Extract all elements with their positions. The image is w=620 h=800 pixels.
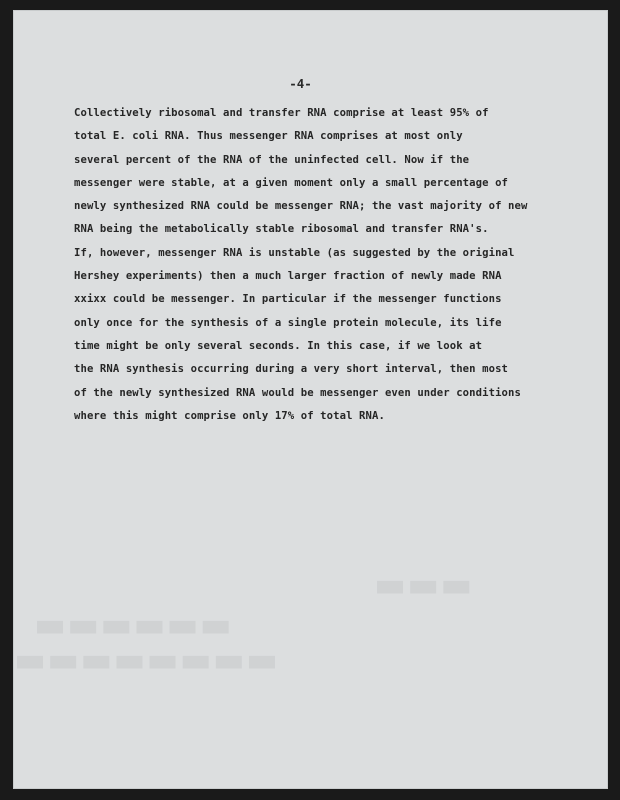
text-line: newly synthesized RNA could be messenger RNA; the vast majority of new [74,200,528,213]
text-line: where this might comprise only 17% of total RNA. [74,409,385,422]
text-line: total E. coli RNA. Thus messenger RNA comprises at most only [74,130,463,143]
text-line: time might be only several seconds. In this case, if we look at [74,339,483,352]
text-line: several percent of the RNA of the uninfected cell. Now if the [74,153,470,166]
bleed-through-shadow: ▬▬▬▬▬▬▬▬ [13,640,278,680]
text-line: the RNA synthesis occurring during a very short interval, then most [74,363,509,376]
text-line: messenger were stable, at a given moment only a small percentage of [74,176,509,189]
text-line: of the newly synthesized RNA would be messenger even under conditions [74,386,521,399]
text-line: If, however, messenger RNA is unstable (as suggested by the original [74,246,515,259]
bleed-through-shadow: ▬▬▬ [373,565,473,605]
body-paragraph [74,102,594,428]
text-line: only once for the synthesis of a single protein molecule, its life [74,316,502,329]
typed-page [13,10,608,789]
bleed-through-shadow: ▬▬▬▬▬▬ [33,605,232,645]
text-line: xxixx could be messenger. In particular if the messenger functions [74,293,502,306]
text-line: Collectively ribosomal and transfer RNA comprise at least 95% of [74,107,489,119]
page-number: -4- [289,76,312,91]
text-line: Hershey experiments) then a much larger fraction of newly made RNA [74,270,502,283]
text-line: RNA being the metabolically stable ribosomal and transfer RNA's. [74,223,489,236]
